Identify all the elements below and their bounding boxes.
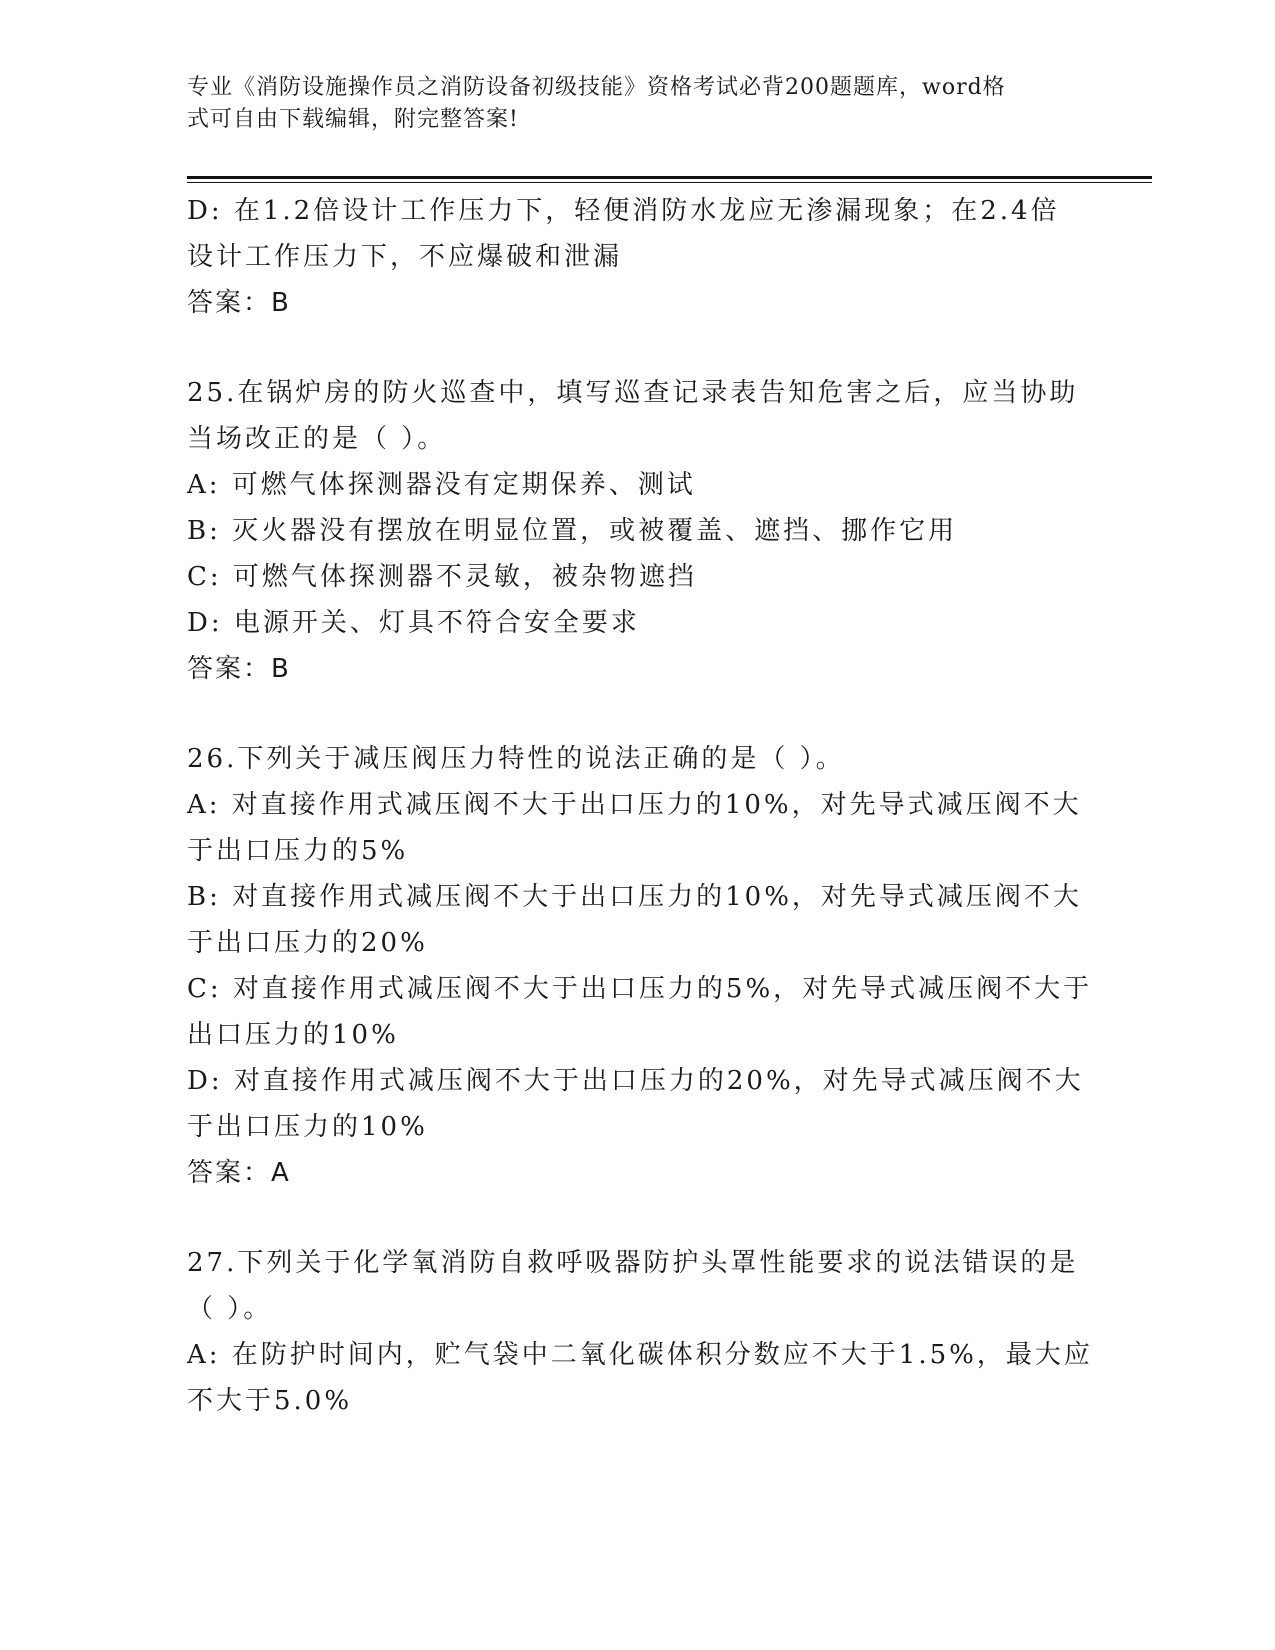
option-d-line-1: D: 对直接作用式减压阀不大于出口压力的20%，对先导式减压阀不大	[187, 1066, 1084, 1096]
question-content	[187, 188, 1093, 1424]
option-d-line-1: D: 在1.2倍设计工作压力下，轻便消防水龙应无渗漏现象；在2.4倍	[187, 196, 1060, 226]
question-stem-line-1: 27.下列关于化学氧消防自救呼吸器防护头罩性能要求的说法错误的是	[187, 1248, 1079, 1278]
question-26	[187, 736, 1093, 1196]
option-b: B: 灭火器没有摆放在明显位置，或被覆盖、遮挡、挪作它用	[187, 516, 958, 546]
option-b-line-1: B: 对直接作用式减压阀不大于出口压力的10%，对先导式减压阀不大	[187, 882, 1082, 912]
question-stem-line-2: （ ）。	[187, 1294, 273, 1324]
question-27	[187, 1240, 1093, 1424]
option-c-line-1: C: 对直接作用式减压阀不大于出口压力的5%，对先导式减压阀不大于	[187, 974, 1093, 1004]
answer-label: 答案：B	[187, 654, 291, 684]
question-stem: 26.下列关于减压阀压力特性的说法正确的是（ ）。	[187, 744, 845, 774]
document-header	[187, 72, 1067, 136]
option-a: A: 可燃气体探测器没有定期保养、测试	[187, 470, 696, 500]
option-d-line-2: 设计工作压力下，不应爆破和泄漏	[187, 242, 623, 272]
option-c: C: 可燃气体探测器不灵敏，被杂物遮挡	[187, 562, 697, 592]
option-a-line-2: 不大于5.0%	[187, 1386, 353, 1416]
header-line-1: 专业《消防设施操作员之消防设备初级技能》资格考试必背200题题库，word格	[187, 75, 1006, 100]
question-stem-line-1: 25.在锅炉房的防火巡查中，填写巡查记录表告知危害之后，应当协助	[187, 378, 1079, 408]
option-d: D: 电源开关、灯具不符合安全要求	[187, 608, 640, 638]
question-stem-line-2: 当场改正的是（ ）。	[187, 424, 447, 454]
prev-question	[187, 188, 1087, 326]
header-line-2: 式可自由下载编辑，附完整答案!	[187, 107, 519, 132]
header-rule-thick	[187, 176, 1152, 179]
option-a-line-1: A: 在防护时间内，贮气袋中二氧化碳体积分数应不大于1.5%，最大应	[187, 1340, 1093, 1370]
option-d-line-2: 于出口压力的10%	[187, 1112, 428, 1142]
option-b-line-2: 于出口压力的20%	[187, 928, 428, 958]
answer-label: 答案：B	[187, 288, 291, 318]
header-rule-thin	[187, 182, 1152, 183]
option-c-line-2: 出口压力的10%	[187, 1020, 399, 1050]
answer-label: 答案：A	[187, 1158, 291, 1188]
question-25	[187, 370, 1087, 692]
option-a-line-2: 于出口压力的5%	[187, 836, 409, 866]
option-a-line-1: A: 对直接作用式减压阀不大于出口压力的10%，对先导式减压阀不大	[187, 790, 1082, 820]
